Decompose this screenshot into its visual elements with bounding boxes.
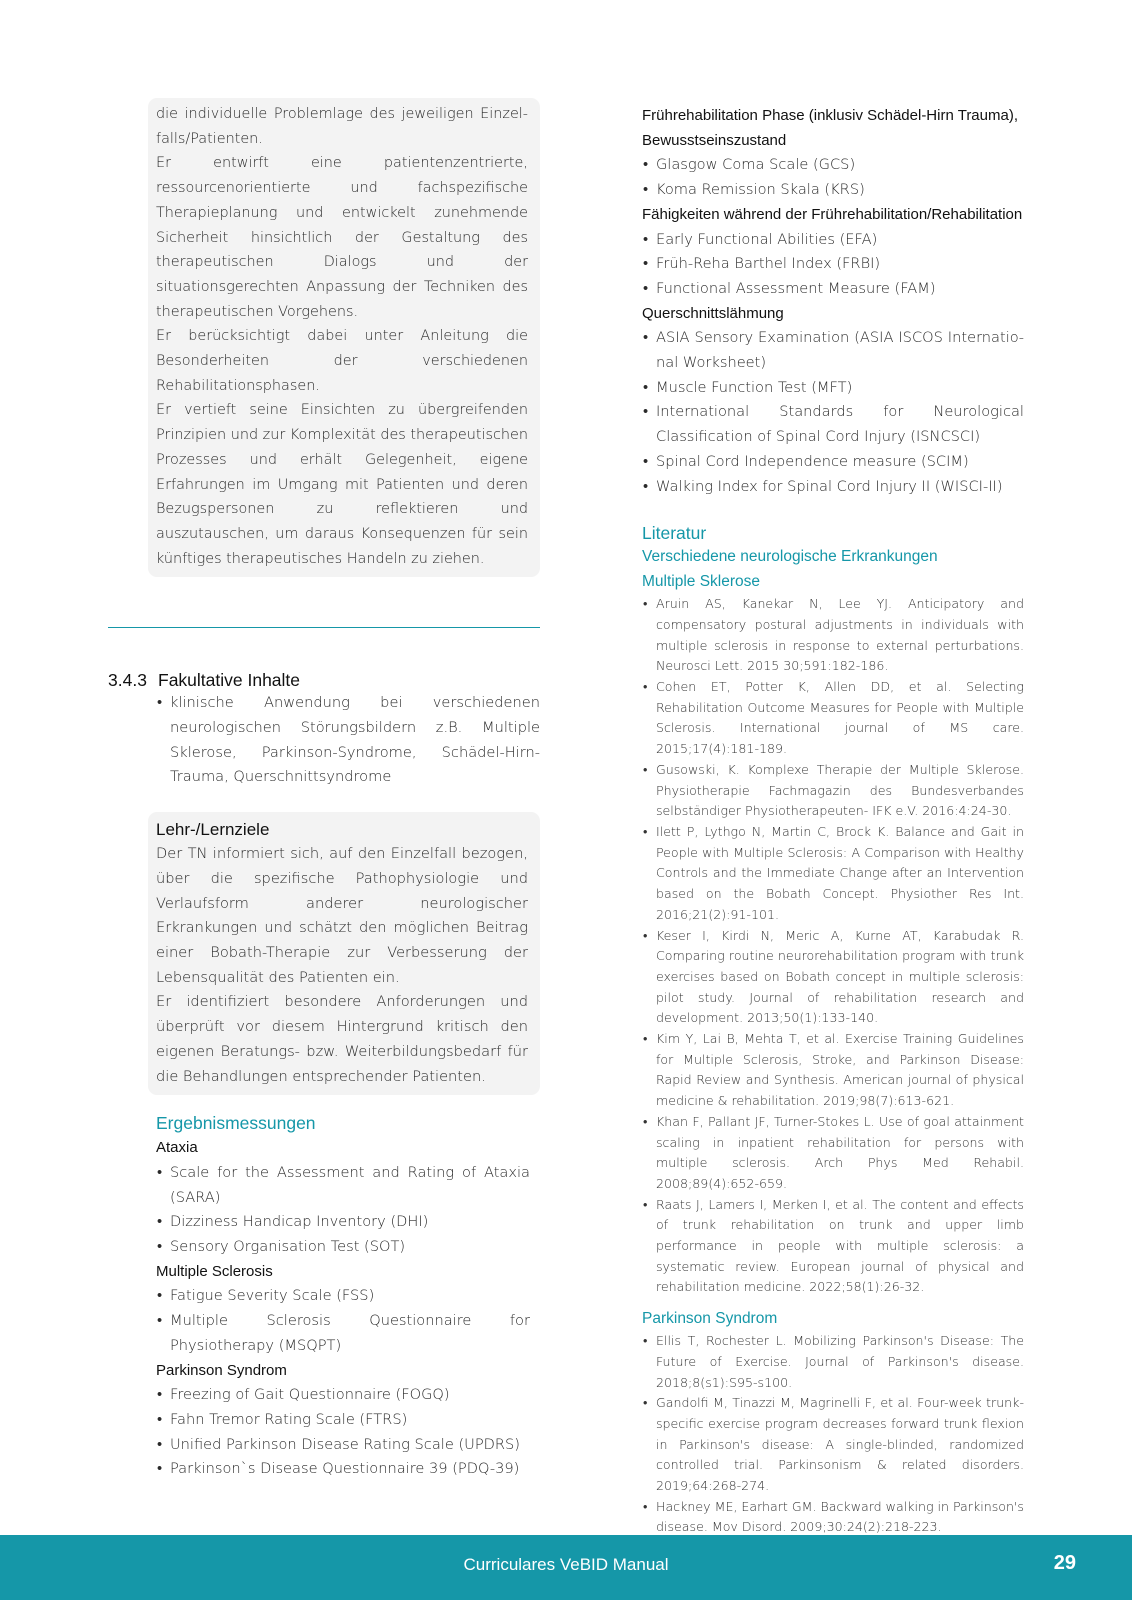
paragraph: Er identifiziert besondere Anforderungen und überprüft vor diesem Hintergrund kritisch den eigenen Beratungs- bzw. Weiterbildungsbedarf für die Behandlungen entsprechender Patienten. [156,993,528,1085]
measure-list [642,326,1024,499]
ms-reference-list [642,594,1024,1298]
list-item: • Functional Assessment Measure (FAM) [642,277,1024,302]
list-item: • Freezing of Gait Questionnaire (FOGQ) [156,1383,530,1408]
outcome-measures [156,1113,530,1482]
outcome-measures-title: Ergebnismessungen [156,1113,316,1134]
group-heading: Querschnittslähmung [642,304,784,322]
section-heading [108,670,540,691]
list-item: • Walking Index for Spinal Cord Injury II (WISCI-II) [642,475,1024,500]
reference-item: • Khan F, Pallant JF, Turner-Stokes L. Use of goal attainment scaling in inpatient rehabilitation for persons with multiple sclerosis. Arch Phys Med Rehabil. 2008;89(4):652-659. [642,1112,1024,1195]
list-item: • Sensory Organisation Test (SOT) [156,1235,530,1260]
reference-item: • Gandolfi M, Tinazzi M, Magrinelli F, et al. Four-week trunkspecific exercise program decreases forward trunk flexion in Parkinson's disease: A single-blinded, randomized controlled trial. Parkinsonism & related disorders. 2019;64:268-274. [642,1393,1024,1497]
section-item-list [156,691,540,790]
group-heading: Multiple Sclerosis [156,1262,273,1280]
list-item: • Glasgow Coma Scale (GCS) [642,153,1024,178]
list-item: • Parkinson`s Disease Questionnaire 39 (PDQ-39) [156,1457,530,1482]
right-column [642,104,1024,1538]
pd-references-title: Parkinson Syndrom [642,1310,778,1328]
list-item: • Spinal Cord Independence measure (SCIM) [642,450,1024,475]
literature-title: Literatur [642,523,707,544]
list-item: • Früh-Reha Barthel Index (FRBI) [642,252,1024,277]
list-item: • Early Functional Abilities (EFA) [642,228,1024,253]
reference-item: • Cohen ET, Potter K, Allen DD, et al. Selecting Rehabilitation Outcome Measures for People with Multiple Sclerosis. International journal of MS care. 2015;17(4):181-189. [642,677,1024,760]
list-item: • Dizziness Handicap Inventory (DHI) [156,1210,530,1235]
left-column [108,98,540,1482]
literature-section [642,523,1024,1538]
literature-subtitle: Verschiedene neurologische Erkrankungen [642,548,938,566]
list-item: • Scale for the Assessment and Rating of Ataxia (SARA) [156,1161,530,1210]
reference-item: • Raats J, Lamers I, Merken I, et al. The content and effects of trunk rehabilitation on trunk and upper limb performance in people with multiple sclerosis: a systematic review. European journal of physical and rehabilitation medicine. 2022;58(1):26-32. [642,1195,1024,1299]
measure-list [156,1284,530,1358]
list-item: • International Standards for Neurological Classification of Spinal Cord Injury (ISNCSCI) [642,400,1024,449]
page-number: 29 [1053,1552,1076,1574]
group-heading: Frührehabilitation Phase (inklusiv Schädel-Hirn Trauma), Bewusstseinszustand [642,107,1018,149]
paragraph: Er entwirft eine patientenzentrierte, ressourcenorientierte und fachspezifische Therapieplanung und entwickelt zunehmende Sicherheit hinsichtlich der Gestaltung des therapeutischen Dialogs und der situationsgerechten Anpassung der Techniken des therapeutischen Vorgehens. [156,155,528,320]
list-item: • Multiple Sclerosis Questionnaire for Physiotherapy (MSQPT) [156,1309,530,1358]
list-item: • Muscle Function Test (MFT) [642,376,1024,401]
list-item: • Unified Parkinson Disease Rating Scale (UPDRS) [156,1433,530,1458]
footer-title: Curriculares VeBID Manual [463,1555,669,1574]
measure-list [642,153,1024,202]
objectives-box-continued [148,98,540,577]
reference-item: • Hackney ME, Earhart GM. Backward walking in Parkinson's disease. Mov Disord. 2009;30:24(2):218-223. [642,1497,1024,1538]
section-number: 3.4.3 [108,670,147,691]
reference-item: • Kim Y, Lai B, Mehta T, et al. Exercise Training Guidelines for Multiple Sclerosis, Stroke, and Parkinson Disease: Rapid Review and Synthesis. American journal of physical medicine & rehabilitation. 2019;98(7):613-621. [642,1029,1024,1112]
reference-item: • Ellis T, Rochester L. Mobilizing Parkinson's Disease: The Future of Exercise. Journal of Parkinson's disease. 2018;8(s1):S95-s100. [642,1331,1024,1393]
ms-references-title: Multiple Sklerose [642,573,761,591]
paragraph: Er berücksichtigt dabei unter Anleitung die Besonderheiten der verschiedenen Rehabilitationsphasen. [156,328,528,394]
list-item: • klinische Anwendung bei verschiedenen neurologischen Störungsbildern z.B. Multiple Sklerose, Parkinson-Syndrome, Schädel-Hirn-Trauma, Querschnittsyndrome [156,691,540,790]
group-heading: Fähigkeiten während der Frührehabilitation/Rehabilitation [642,205,1023,223]
group-heading: Ataxia [156,1139,198,1157]
paragraph: die individuelle Problemlage des jeweiligen Einzelfalls/Patienten. [156,106,528,147]
list-item: • ASIA Sensory Examination (ASIA ISCOS International Worksheet) [642,326,1024,375]
learning-goals-title: Lehr-/Lernziele [156,820,270,840]
measure-list [156,1383,530,1482]
reference-item: • Aruin AS, Kanekar N, Lee YJ. Anticipatory and compensatory postural adjustments in individuals with multiple sclerosis in response to external perturbations. Neurosci Lett. 2015 30;591:182-186. [642,594,1024,677]
page-footer [0,1535,1132,1600]
reference-item: • Gusowski, K. Komplexe Therapie der Multiple Sklerose. Physiotherapie Fachmagazin des Bundesverbandes selbständiger Physiotherapeuten- IFK e.V. 2016:4:24-30. [642,760,1024,822]
paragraph: Der TN informiert sich, auf den Einzelfall bezogen, über die spezifische Pathophysiologie und Verlaufsform anderer neurologischer Erkrankungen und schätzt den möglichen Beitrag einer Bobath-Therapie zur Verbesserung der Lebensqualität des Patienten ein. [156,845,528,986]
measure-list [156,1161,530,1260]
paragraph: Er vertieft seine Einsichten zu übergreifenden Prinzipien und zur Komplexität des therapeutischen Prozesses und erhält Gelegenheit, eigene Erfahrungen im Umgang mit Patienten und deren Bezugspersonen zu reflektieren und auszutauschen, um daraus Konsequenzen für sein künftiges therapeutisches Handeln zu ziehen. [156,402,528,567]
section-divider [108,627,540,628]
list-item: • Fahn Tremor Rating Scale (FTRS) [156,1408,530,1433]
section-title: Fakultative Inhalte [158,670,301,691]
pd-reference-list [642,1331,1024,1538]
reference-item: • Keser I, Kirdi N, Meric A, Kurne AT, Karabudak R. Comparing routine neurorehabilitation program with trunk exercises based on Bobath concept in multiple sclerosis: pilot study. Journal of rehabilitation research and development. 2013;50(1):133-140. [642,926,1024,1030]
measure-list [642,228,1024,302]
learning-goals-box [148,812,540,1095]
reference-item: • Ilett P, Lythgo N, Martin C, Brock K. Balance and Gait in People with Multiple Sclerosis: A Comparison with Healthy Controls and the Immediate Change after an Intervention based on the Bobath Concept. Physiother Res Int. 2016;21(2):91-101. [642,822,1024,926]
list-item: • Koma Remission Skala (KRS) [642,178,1024,203]
group-heading: Parkinson Syndrom [156,1361,287,1379]
list-item: • Fatigue Severity Scale (FSS) [156,1284,530,1309]
